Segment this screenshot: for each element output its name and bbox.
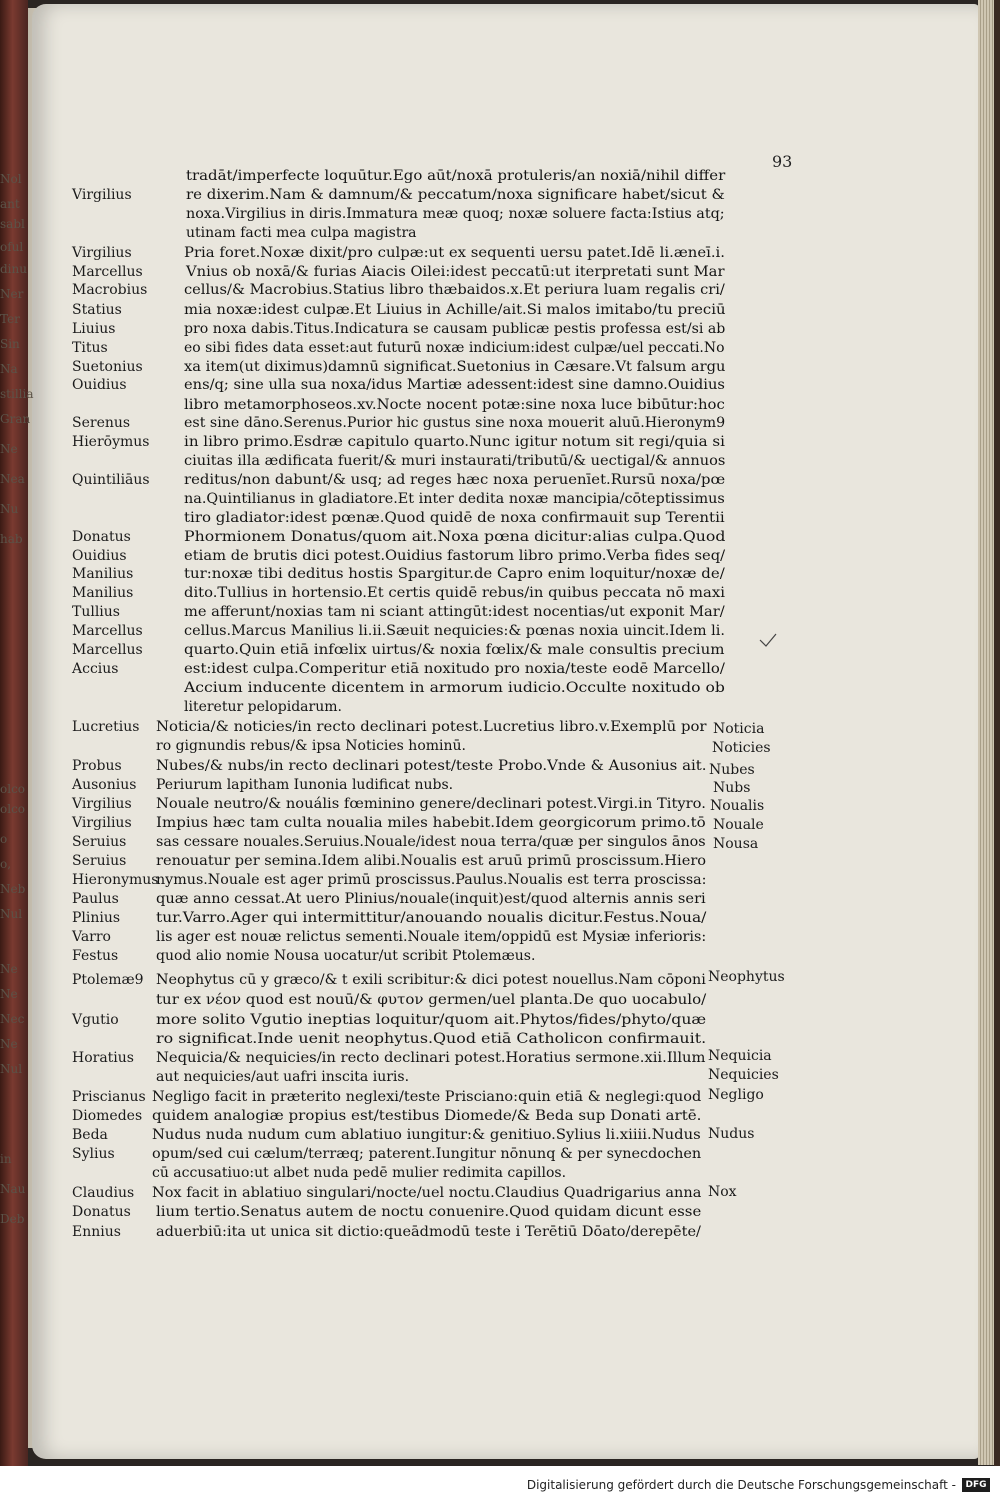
text-line <box>0 357 1000 377</box>
text-line <box>0 1010 1000 1030</box>
body-line-text: aduerbiū:ita ut unica sit dictio:queādmodū teste i Terētiū Dōato/derepēte/ <box>156 1224 701 1240</box>
body-line-text: Neophytus cū y græco/& t exili scribitur:& dici potest nouellus.Nam cōponi <box>156 972 706 988</box>
headword-marginal: Nequicia <box>708 1048 772 1064</box>
body-line-text: cū accusatiuo:ut albet nuda pedē mulier redimita capillos. <box>152 1165 567 1181</box>
body-line-text: lis ager est nouæ relictus sementi.Nouale item/oppidū est Mysiæ inferioris: <box>156 929 707 945</box>
gutter-fragment: Sin <box>0 337 20 351</box>
gutter-fragment: olco <box>0 802 26 816</box>
text-line <box>0 583 1000 603</box>
text-line <box>0 546 1000 566</box>
text-line <box>0 756 1000 776</box>
author-marginal-name: Priscianus <box>72 1089 146 1105</box>
gutter-fragment: dinu <box>0 262 27 276</box>
text-line <box>0 1144 1000 1164</box>
body-line-text: Accium inducente dicentem in armorum iudicio.Occulte noxitudo ob <box>184 680 725 696</box>
gutter-fragment: olco <box>0 782 26 796</box>
body-line-text: me afferunt/noxias tam ni sciant attingūt:idest nocentias/ut exponit Mar/ <box>184 604 725 620</box>
text-line <box>0 223 1000 243</box>
text-line <box>0 451 1000 471</box>
headword-marginal: Noualis <box>710 798 765 814</box>
page-number: 93 <box>772 152 793 171</box>
text-line <box>0 1183 1000 1203</box>
text-line <box>0 1029 1000 1049</box>
text-line <box>0 736 1000 756</box>
gutter-fragment: o, <box>0 857 12 871</box>
author-marginal-name: Donatus <box>72 529 131 545</box>
body-line-text: Nox facit in ablatiuo singulari/nocte/uel noctu.Claudius Quadrigarius anna <box>152 1185 702 1201</box>
text-line <box>0 166 1000 186</box>
text-line <box>0 697 1000 717</box>
gutter-fragment: Ne <box>0 1037 18 1051</box>
author-marginal-name: Varro <box>72 929 111 945</box>
body-line-text: noxa.Virgilius in diris.Immatura meæ quoq; noxæ soluere facta:Istius atq; <box>186 206 725 222</box>
gutter-fragment: Ne <box>0 987 18 1001</box>
text-line <box>0 678 1000 698</box>
gutter-fragment: Na <box>0 362 18 376</box>
body-line-text: quæ anno cessat.At uero Plinius/nouale(inquit)est/quod alternis annis seri <box>156 891 706 907</box>
text-line <box>0 1163 1000 1183</box>
author-marginal-name: Seruius <box>72 853 127 869</box>
body-line-text: dito.Tullius in hortensio.Et certis quidē rebus/in quibus peccata nō maxi <box>184 585 725 601</box>
body-line-text: tradāt/imperfecte loquūtur.Ego aūt/noxā protuleris/an noxiā/nihil differ <box>186 168 726 184</box>
text-line <box>0 300 1000 320</box>
footer-text: Digitalisierung gefördert durch die Deutsche Forschungsgemeinschaft - <box>526 1478 956 1492</box>
author-marginal-name: Ennius <box>72 1224 121 1240</box>
headword-marginal: Nequicies <box>708 1067 779 1083</box>
body-line-text: nymus.Nouale est ager primū proscissus.Paulus.Noualis est terra proscissa: <box>156 872 707 888</box>
headword-marginal: Noticies <box>712 740 771 756</box>
text-line <box>0 1087 1000 1107</box>
body-line-text: utinam facti mea culpa magistra <box>186 225 417 241</box>
author-marginal-name: Hierōymus <box>72 434 150 450</box>
headword-marginal: Nouale <box>713 817 764 833</box>
body-line-text: sas cessare nouales.Seruius.Nouale/idest noua terra/quæ per singulos ānos <box>156 834 706 850</box>
body-line-text: reditus/non dabunt/& usq; ad reges hæc noxa peruenīet.Rursū noxa/pœ <box>184 472 726 488</box>
body-line-text: tiro gladiator:idest pœnæ.Quod quidē de noxa confirmauit sup Terentii <box>184 510 725 526</box>
gutter-fragment: Nul <box>0 907 23 921</box>
author-marginal-name: Festus <box>72 948 119 964</box>
author-marginal-name: Virgilius <box>72 815 132 831</box>
author-marginal-name: Liuius <box>72 321 116 337</box>
body-line-text: renouatur per semina.Idem alibi.Noualis est aruū primū proscissum.Hiero <box>156 853 707 869</box>
author-marginal-name: Donatus <box>72 1204 131 1220</box>
text-line <box>0 908 1000 928</box>
gutter-fragment: Ter <box>0 312 20 326</box>
text-line <box>0 375 1000 395</box>
author-marginal-name: Plinius <box>72 910 121 926</box>
gutter-fragment: Deb <box>0 1212 25 1226</box>
text-line <box>0 319 1000 339</box>
headword-marginal: Negligo <box>708 1087 764 1103</box>
text-line <box>0 413 1000 433</box>
text-line <box>0 621 1000 641</box>
body-line-text: Vnius ob noxā/& furias Aiacis Oilei:idest peccatū:ut iterpretati sunt Mar <box>186 264 725 280</box>
body-line-text: mia noxæ:idest culpæ.Et Liuius in Achille/ait.Si malos imitabo/tu preciū <box>184 302 726 318</box>
body-line-text: Periurum lapitham Iunonia ludificat nubs. <box>156 777 454 793</box>
body-line-text: est:idest culpa.Comperitur etiā noxitudo pro noxia/teste eodē Marcello/ <box>184 661 725 677</box>
text-line <box>0 470 1000 490</box>
gutter-fragment: Nol <box>0 172 22 186</box>
body-line-text: more solito Vgutio ineptias loquitur/quom ait.Phytos/fides/phyto/quæ <box>156 1012 707 1028</box>
text-line <box>0 508 1000 528</box>
text-line <box>0 640 1000 660</box>
author-marginal-name: Marcellus <box>72 264 143 280</box>
author-marginal-name: Claudius <box>72 1185 135 1201</box>
author-marginal-name: Probus <box>72 758 122 774</box>
author-marginal-name: Diomedes <box>72 1108 143 1124</box>
gutter-fragment: in <box>0 1152 12 1166</box>
body-line-text: aut nequicies/aut uafri inscita iuris. <box>156 1069 410 1085</box>
author-marginal-name: Suetonius <box>72 359 143 375</box>
text-line <box>0 395 1000 415</box>
body-line-text: lium tertio.Senatus autem de noctu conuenire.Quod quidam dicunt esse <box>156 1204 702 1220</box>
author-marginal-name: Beda <box>72 1127 108 1143</box>
author-marginal-name: Ausonius <box>72 777 137 793</box>
author-marginal-name: Manilius <box>72 585 134 601</box>
dfg-logo: DFG <box>962 1478 990 1492</box>
text-line <box>0 870 1000 890</box>
author-marginal-name: Horatius <box>72 1050 134 1066</box>
author-marginal-name: Virgilius <box>72 245 132 261</box>
text-line <box>0 1222 1000 1242</box>
gutter-fragment: Nea <box>0 472 25 486</box>
text-line <box>0 489 1000 509</box>
body-line-text: Negligo facit in præterito neglexi/teste Prisciano:quin etiā & neglegi:quod <box>152 1089 702 1105</box>
body-line-text: etiam de brutis dici potest.Ouidius fastorum libro primo.Verba fides seq/ <box>184 548 726 564</box>
text-line <box>0 564 1000 584</box>
headword-marginal: Nudus <box>708 1126 755 1142</box>
headword-marginal: Noticia <box>713 721 765 737</box>
author-marginal-name: Ouidius <box>72 377 127 393</box>
gutter-fragment: stillia <box>0 387 34 401</box>
headword-marginal: Nousa <box>713 836 759 852</box>
text-line <box>0 946 1000 966</box>
gutter-fragment: Nau <box>0 1182 26 1196</box>
gutter-fragment: Ne <box>0 442 18 456</box>
text-line <box>0 280 1000 300</box>
body-line-text: ens/q; sine ulla sua noxa/idus Martiæ adessent:idest sine damno.Ouidius <box>184 377 725 393</box>
text-line <box>0 185 1000 205</box>
author-marginal-name: Accius <box>72 661 119 677</box>
gutter-fragment: Nec <box>0 1012 25 1026</box>
text-line <box>0 794 1000 814</box>
text-line <box>0 1048 1000 1068</box>
body-line-text: re dixerim.Nam & damnum/& peccatum/noxa significare habet/sicut & <box>186 187 725 203</box>
gutter-fragment: Ne <box>0 962 18 976</box>
text-line <box>0 338 1000 358</box>
body-line-text: quidem analogiæ propius est/testibus Diomede/& Beda sup Donati artē. <box>152 1108 702 1124</box>
text-line <box>0 813 1000 833</box>
text-line <box>0 262 1000 282</box>
author-marginal-name: Serenus <box>72 415 131 431</box>
author-marginal-name: Titus <box>72 340 108 356</box>
text-line <box>0 602 1000 622</box>
body-line-text: Nudus nuda nudum cum ablatiuo iungitur:& genitiuo.Sylius li.xiiii.Nudus <box>152 1127 701 1143</box>
body-line-text: quarto.Quin etiā infœlix uirtus/& noxia fœlix/& male consultis precium <box>184 642 725 658</box>
pen-mark-icon <box>758 632 778 650</box>
body-line-text: Nouale neutro/& nouális fœminino genere/declinari potest.Virgi.in Tityro. <box>156 796 706 812</box>
author-marginal-name: Paulus <box>72 891 119 907</box>
body-line-text: Nequicia/& nequicies/in recto declinari potest.Horatius sermone.xii.Illum <box>156 1050 706 1066</box>
text-line <box>0 1106 1000 1126</box>
gutter-fragment: Ner <box>0 287 24 301</box>
body-line-text: cellus.Marcus Manilius li.ii.Sæuit nequicies:& pœnas noxia uincit.Idem li. <box>184 623 725 639</box>
gutter-fragment: Nu <box>0 502 19 516</box>
gutter-fragment: Neb <box>0 882 26 896</box>
body-line-text: literetur pelopidarum. <box>184 699 342 715</box>
body-line-text: tur ex νέον quod est nouū/& φυτον germen/uel planta.De quo uocabulo/ <box>156 992 707 1008</box>
text-line <box>0 851 1000 871</box>
body-line-text: Impius hæc tam culta noualia miles habebit.Idem georgicorum primo.tō <box>156 815 706 831</box>
body-line-text: est sine dāno.Serenus.Purior hic gustus sine noxa mouerit aluū.Hieronym9 <box>184 415 726 431</box>
author-marginal-name: Vgutio <box>72 1012 119 1028</box>
text-line <box>0 889 1000 909</box>
author-marginal-name: Lucretius <box>72 719 140 735</box>
text-line <box>0 717 1000 737</box>
body-line-text: quod alio nomie Nousa uocatur/ut scribit Ptolemæus. <box>156 948 536 964</box>
gutter-fragment: Nul <box>0 1062 23 1076</box>
headword-marginal: Nubs <box>713 780 751 796</box>
text-line <box>0 432 1000 452</box>
text-line <box>0 775 1000 795</box>
body-line-text: ciuitas illa ædificata fuerit/& muri instaurati/tributū/& uectigal/& annuos <box>184 453 726 469</box>
body-line-text: ro gignundis rebus/& ipsa Noticies hominū. <box>156 738 466 754</box>
author-marginal-name: Virgilius <box>72 187 132 203</box>
body-line-text: xa item(ut diximus)damnū significat.Suetonius in Cæsare.Vt falsum argu <box>184 359 726 375</box>
author-marginal-name: Marcellus <box>72 642 143 658</box>
text-line <box>0 1067 1000 1087</box>
body-line-text: pro noxa dabis.Titus.Indicatura se causam publicæ pestis professa est/si ab <box>184 321 726 337</box>
body-line-text: Phormionem Donatus/quom ait.Noxa pœna dicitur:alias culpa.Quod <box>184 529 726 545</box>
text-line <box>0 1125 1000 1145</box>
text-line <box>0 927 1000 947</box>
body-line-text: in libro primo.Esdræ capitulo quarto.Nunc igitur notum sit regi/quia si <box>184 434 725 450</box>
body-line-text: ro significat.Inde uenit neophytus.Quod etiā Catholicon confirmauit. <box>156 1031 707 1047</box>
text-line <box>0 990 1000 1010</box>
gutter-fragment: sabl <box>0 217 25 231</box>
headword-marginal: Nox <box>708 1184 737 1200</box>
text-line <box>0 1202 1000 1222</box>
gutter-fragment: hab <box>0 532 23 546</box>
body-line-text: cellus/& Macrobius.Statius libro thæbaidos.x.Et periura luam regalis cri/ <box>184 282 725 298</box>
author-marginal-name: Sylius <box>72 1146 115 1162</box>
headword-marginal: Neophytus <box>708 969 785 985</box>
gutter-fragment: ant <box>0 197 20 211</box>
headword-marginal: Nubes <box>709 762 755 778</box>
text-line <box>0 970 1000 990</box>
author-marginal-name: Macrobius <box>72 282 148 298</box>
gutter-fragment: Gran <box>0 412 31 426</box>
body-line-text: libro metamorphoseos.xv.Nocte nocent potæ:sine noxa luce bibūtur:hoc <box>184 397 725 413</box>
text-line <box>0 527 1000 547</box>
author-marginal-name: Seruius <box>72 834 127 850</box>
body-line-text: opum/sed cui cælum/terræq; paterent.Iungitur nōnunq & per synecdochen <box>152 1146 702 1162</box>
body-line-text: tur:noxæ tibi deditus hostis Spargitur.de Capro enim loquitur/noxæ de/ <box>184 566 725 582</box>
body-line-text: tur.Varro.Ager qui intermittitur/anouando noualis dicitur.Festus.Noua/ <box>156 910 707 926</box>
body-line-text: na.Quintilianus in gladiatore.Et inter dedita noxæ mancipia/cōteptissimus <box>184 491 725 507</box>
author-marginal-name: Statius <box>72 302 122 318</box>
text-line <box>0 659 1000 679</box>
text-line <box>0 243 1000 263</box>
author-marginal-name: Tullius <box>72 604 120 620</box>
body-line-text: Pria foret.Noxæ dixit/pro culpæ:ut ex sequenti uersu patet.Idē li.æneī.i. <box>184 245 726 261</box>
author-marginal-name: Virgilius <box>72 796 132 812</box>
author-marginal-name: Ptolemæ9 <box>72 972 144 988</box>
author-marginal-name: Marcellus <box>72 623 143 639</box>
gutter-fragment: o <box>0 832 8 846</box>
author-marginal-name: Hieronymus <box>72 872 159 888</box>
body-line-text: eo sibi fides data esset:aut futurū noxæ indicium:idest culpæ/uel peccati.No <box>184 340 725 356</box>
author-marginal-name: Manilius <box>72 566 134 582</box>
author-marginal-name: Quintiliāus <box>72 472 150 488</box>
body-line-text: Nubes/& nubs/in recto declinari potest/teste Probo.Vnde & Ausonius ait. <box>156 758 707 774</box>
body-line-text: Noticia/& noticies/in recto declinari potest.Lucretius libro.v.Exemplū por <box>156 719 707 735</box>
gutter-fragment: oful <box>0 240 24 254</box>
author-marginal-name: Ouidius <box>72 548 127 564</box>
text-line <box>0 832 1000 852</box>
text-line <box>0 204 1000 224</box>
